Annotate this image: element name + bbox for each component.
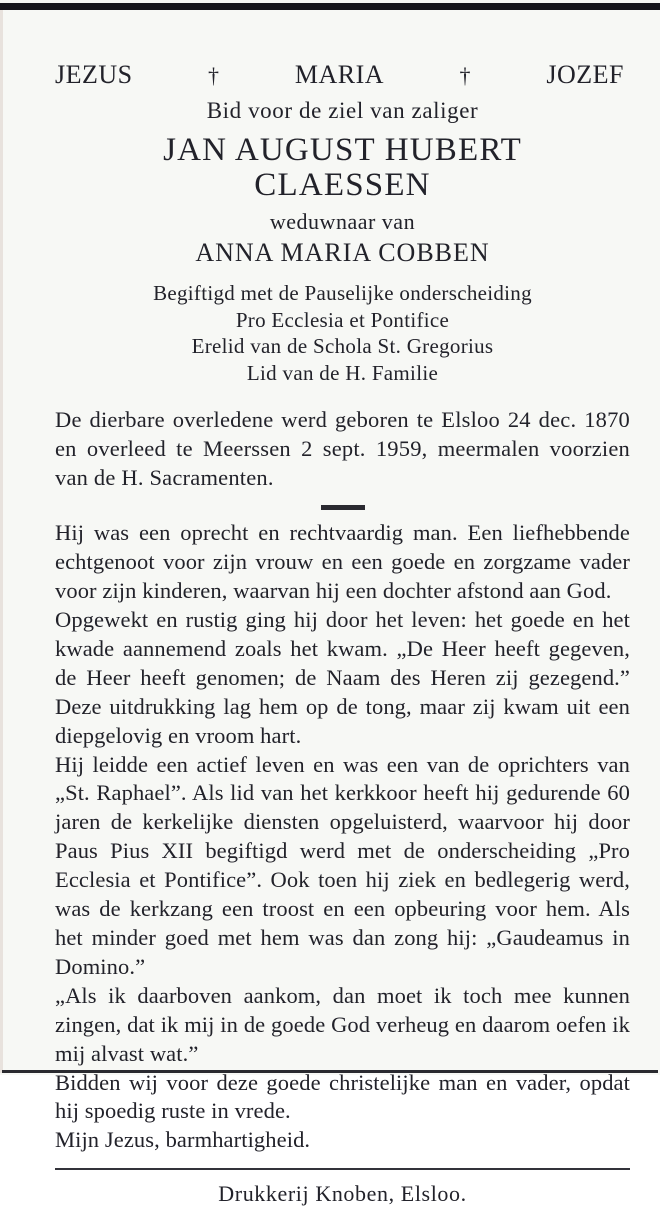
honour-line: Begiftigd met de Pauselijke onderscheiding [153,280,532,305]
divider-short [321,505,365,510]
eulogy-text [55,519,630,1155]
honours-list [55,280,630,387]
printer-imprint: Drukkerij Knoben, Elsloo. [218,1181,467,1207]
honour-line: Lid van de H. Familie [246,360,439,385]
eulogy-paragraph: Opgewekt en rustig ging hij door het leven: het goede en het kwade aannemend zoals het kwam. „De Heer heeft gegeven, de Heer heeft genomen; de Naam des Heren zij gezegend.” Deze uitdrukking lag hem op de tong, maar zij kwam uit een diepgelovig en vroom hart. [55,607,630,748]
jesus-label: JEZUS [55,60,133,89]
eulogy-paragraph: „Als ik daarboven aankom, dan moet ik toch mee kunnen zingen, dat ik mij in de goede God verheug en daarom oefen ik mij alvast wat.” [55,982,630,1066]
cross-icon-left: † [208,63,220,88]
eulogy-paragraph: Mijn Jezus, barmhartigheid. [55,1127,311,1153]
prayer-invocation: Bid voor de ziel van zaliger [206,98,479,123]
honour-line: Erelid van de Schola St. Gregorius [191,334,494,359]
deceased-name [55,133,630,203]
deceased-surname: CLAESSEN [254,166,431,203]
eulogy-paragraph: Hij was een oprecht en rechtvaardig man. Een liefhebbende echtgenoot voor zijn vrouw en een goede en zorgzame vader voor zijn kinderen, waarvan hij een dochter afstond aan God. [55,520,630,604]
jozef-label: JOZEF [546,60,624,89]
spouse-name: ANNA MARIA COBBEN [195,237,490,267]
eulogy-paragraph: Bidden wij voor deze goede christelijke man en vader, opdat hij spoedig ruste in vrede. [55,1069,630,1124]
card-content [0,10,660,1207]
honour-line: Pro Ecclesia et Pontifice [235,307,450,332]
maria-label: MARIA [294,60,385,89]
eulogy-paragraph: Hij leidde een actief leven en was een van de oprichters van „St. Raphael”. Als lid van het kerkkoor heeft hij gedurende 60 jaren de kerkelijke diensten opgeluisterd, waarvoor hij door Paus Pius XII begiftigd werd met de onderscheiding „Pro Ecclesia et Pontifice”. Ook toen hij ziek en bedlegerig werd, was de kerkzang een troost en een opbeuring voor hem. Als het minder goed met hem was dan zong hij: „Gaudeamus in Domino.” [55,751,630,979]
deceased-given-names: JAN AUGUST HUBERT [163,132,522,168]
divider-footer [55,1168,630,1170]
holy-family-invocation-line [55,60,630,90]
scan-edge-top [0,3,660,10]
relation-label: weduwnaar van [269,208,416,234]
birth-death-details: De dierbare overledene werd geboren te Elsloo 24 dec. 1870 en overleed te Meerssen 2 sept. 1959, meermalen voorzien van de H. Sacramenten. [55,406,630,491]
cross-icon-right: † [459,63,471,88]
